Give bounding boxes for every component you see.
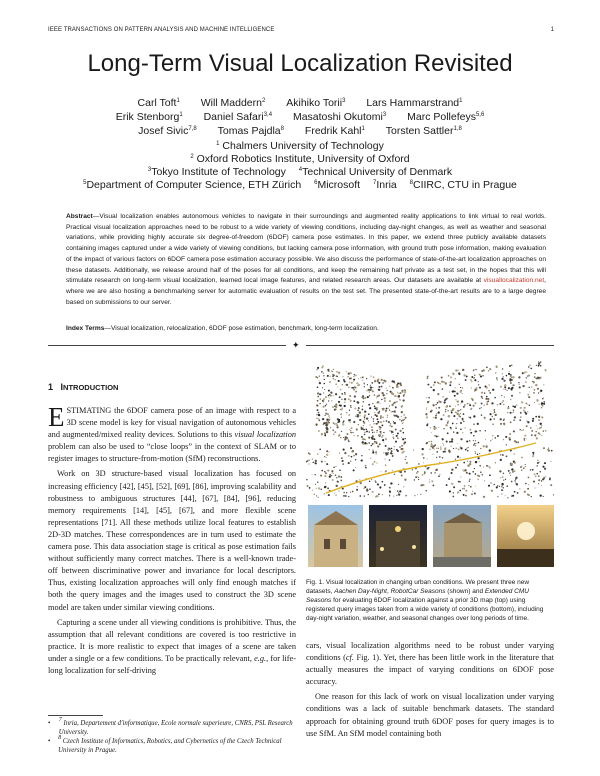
affiliation-line-4: $^5$Department of Computer Science, ETH Zürich $^6$Microsoft $^7$Inria $^8$CIIRC, CTU in Prague (83, 179, 517, 191)
author: Marc Pollefeys$^{5,6}$ (407, 111, 485, 123)
paper-title: Long-Term Visual Localization Revisited (87, 50, 513, 77)
intro-right-column (306, 640, 554, 740)
query-image-3 (433, 505, 491, 567)
author-line-3 (20, 125, 580, 137)
separator-diamond-icon: ✦ (292, 340, 300, 350)
author: Fredrik Kahl$^1$ (304, 125, 365, 137)
paragraph: Work on 3D structure-based visual localization has focused on increasing efficiency [42], [45], [52], [69], [86], improving scalability and robustness to ambiguous structures [44], [67], [84], [96], reducing memory requirements [14], [45], [67], and more flexible scene representations [71]. All these methods utilize local features to establish 2D-3D matches. These correspondences are in turn used to estimate the camera pose. This data association stage is critical as pose estimation fails without sufficiently many correct matches. There is a well-known trade-off between discriminative power and invariance for local descriptors. Thus, existing localization approaches will only find enough matches if both the query images and the images used to construct the 3D scene model are taken under similar viewing conditions. (48, 469, 296, 612)
author: Will Maddern$^2$ (200, 97, 266, 109)
affiliation-line-2: $^2$ Oxford Robotics Institute, University of Oxford (190, 153, 410, 165)
query-image-4 (497, 505, 554, 567)
author: Josef Sivic$^{7,8}$ (138, 125, 197, 137)
separator-rule (48, 345, 286, 346)
index-terms: Index Terms—Visual localization, relocalization, 6DOF pose estimation, benchmark, long-term localization. (66, 325, 379, 332)
author: Masatoshi Okutomi$^3$ (292, 111, 387, 123)
author: Daniel Safari$^{3,4}$ (203, 111, 273, 123)
figure-point-cloud (306, 353, 554, 567)
author: Carl Toft$^1$ (137, 97, 180, 109)
abstract: Abstract—Visual localization enables autonomous vehicles to navigate in their surroundings and augmented reality applications to link virtual to real worlds. Practical visual localization approaches need to be robust to a wide variety of viewing conditions, including day-night changes, as well as weather and seasonal variations, while providing highly accurate six degree-of-freedom (6DOF) camera pose estimates. In this paper, we extend three publicly available datasets containing images captured under a wide variety of viewing conditions, but lacking camera pose information, with ground truth pose information, making evaluation of the impact of various factors on 6DOF camera pose estimation accuracy possible. We also discuss the performance of state-of-the-art localization approaches on these datasets. Additionally, we release around half of the poses for all conditions, and keep the remaining half private as a test set, in the hopes that this will stimulate research on long-term visual localization, learned local image features, and related research areas. Our datasets are available at visuallocalization.net, where we are also hosting a benchmarking server for automatic evaluation of results on the test set. The presented state-of-the-art results are to a large degree based on submissions to our server. (66, 213, 546, 306)
footnote: • $^7$ Inria, Departement d'informatique, Ecole normale superieure, CNRS, PSL Research University. (48, 717, 293, 736)
author-line-2 (20, 111, 580, 123)
section-heading: 1 INTRODUCTION (48, 382, 119, 392)
author: Lars Hammarstrand$^1$ (366, 97, 463, 109)
query-image-2 (369, 505, 427, 567)
intro-left-column (48, 402, 296, 677)
query-image-1 (308, 505, 363, 567)
page-number: 1 (550, 27, 554, 33)
separator-rule (306, 345, 554, 346)
author: Torsten Sattler$^{1,8}$ (385, 125, 462, 137)
point-cloud-map (306, 361, 554, 498)
affiliation-line-1: $^1$ Chalmers University of Technology (216, 140, 384, 152)
affiliation-line-3: $^3$Tokyo Institute of Technology $^4$Technical University of Denmark (147, 166, 453, 178)
running-header (48, 27, 554, 33)
figure-caption: Fig. 1. Visual localization in changing urban conditions. We present three new datasets, Aachen Day-Night, RobotCar Seasons (shown) and Extended CMU Seasons for evaluating 6DOF localization against a prior 3D map (top) using registered query images taken from a wide variety of conditions (bottom), including day-night variation, weather, and seasonal changes over long periods of time. (306, 579, 544, 622)
footnotes (48, 719, 296, 755)
abstract-label: Abstract (66, 213, 93, 220)
paragraph: Capturing a scene under all viewing conditions is prohibitive. Thus, the assumption that all relevant conditions are covered is too restrictive in practice. It is more realistic to expect that images of a scene are taken under a single or a few conditions. To be practically relevant, e.g., for life-long localization for self-driving (48, 617, 296, 675)
footnote-rule (48, 715, 103, 716)
dataset-link[interactable]: visuallocalization.net (483, 277, 545, 285)
author: Erik Stenborg$^1$ (115, 111, 183, 123)
author-line-1 (20, 97, 580, 109)
paragraph: cars, visual localization algorithms need to be robust under varying conditions (cf. Fig. 1). Yet, there has been little work in the literature that actually measures the impact of varying conditions on 6DOF pose accuracy. (306, 641, 554, 687)
drop-cap: E (48, 402, 65, 432)
journal-name: IEEE TRANSACTIONS ON PATTERN ANALYSIS AND MACHINE INTELLIGENCE (48, 27, 275, 33)
paragraph: ESTIMATING the 6DOF camera pose of an image with respect to a 3D scene model is key for visual navigation of autonomous vehicles and augmented/mixed reality devices. Solutions to this visual localization problem can also be used to “close loops” in the context of SLAM or to register images to structure-from-motion (SfM) reconstructions. (48, 402, 296, 464)
author: Tomas Pajdla$^8$ (217, 125, 284, 137)
author: Akihiko Torii$^3$ (286, 97, 346, 109)
footnote: • $^8$ Czech Institute of Informatics, Robotics, and Cybernetics of the Czech Technical University in Prague. (48, 735, 282, 754)
paragraph: One reason for this lack of work on visual localization under varying conditions was a lack of suitable benchmark datasets. The standard approach for obtaining ground truth 6DOF poses for query images is to use SfM. An SfM model containing both (306, 692, 554, 738)
